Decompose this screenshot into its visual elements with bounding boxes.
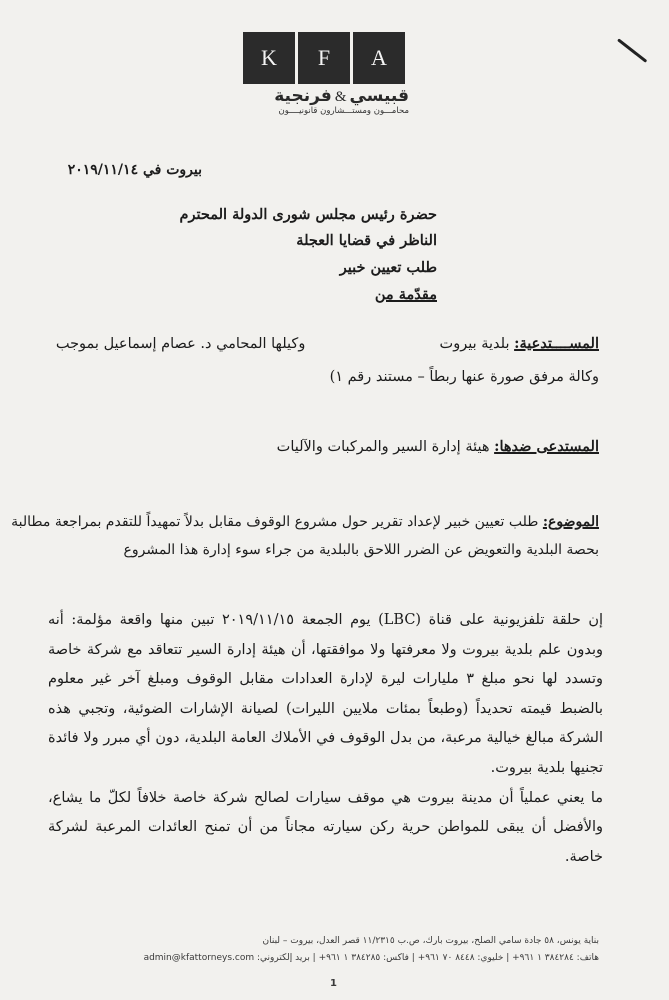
subject-text-1: طلب تعيين خبير لإعداد تقرير حول مشروع الوقوف مقابل بدلاً تمهيداً للتقدم بمراجعة مطالبة (11, 514, 539, 530)
claimant-representation-2: وكالة مرفق صورة عنها ربطاً – مستند رقم ١) (329, 369, 599, 385)
respondent-label: المستدعى ضدها: (494, 438, 599, 455)
logo-letter-a: A (353, 32, 405, 84)
footer-contact-numbers: هاتف: ٣٨٤٢٨٤ ١ ٩٦١+ | خليوي: ٨٤٤٨ ٧٠ ٩٦١+ | فاكس: ٣٨٤٢٨٥ ١ ٩٦١+ | بريد إلكتروني: (256, 953, 599, 963)
body-paragraph-2: ما يعني عملياً أن مدينة بيروت هي موقف سيارات لصالح شركة خاصة خلافاً لكلّ ما يشاع، والأفضل أن يبقى للمواطن حرية ركن سيارته مجاناً من أن تمنح العائدات المرعبة لشركة خاصة. (48, 789, 603, 865)
footer-address: بناية يونس، ٥٨ جادة سامي الصلح، بيروت بارك، ص.ب ١١/٢٣١٥ قصر العدل، بيروت – لبنان (262, 936, 599, 946)
logo-letter-k: K (243, 32, 295, 84)
respondent-line (277, 437, 599, 457)
firm-subtitle: محامـــون ومستـــشارون قانونيــــون (278, 106, 409, 116)
date-line: بيروت في ٢٠١٩/١١/١٤ (67, 162, 202, 178)
subject-label: الموضوع: (542, 514, 599, 530)
addressee-line-4: مقدّمة من (374, 286, 437, 303)
firm-name-part2: فرنجية (274, 86, 332, 106)
logo-letter-boxes (243, 32, 409, 84)
addressee-line-3: طلب تعيين خبير (339, 259, 437, 276)
respondent-name: هيئة إدارة السير والمركبات والآليات (276, 439, 490, 455)
firm-name-part1: قبيسي (349, 86, 409, 106)
subject-line-1 (11, 512, 599, 532)
claimant-name: بلدية بيروت (439, 336, 510, 352)
body-paragraph-1: إن حلقة تلفزيونية على قناة (LBC) يوم الجمعة ٢٠١٩/١١/١٥ تبين منها واقعة مؤلمة: أنه وبدون علم بلدية بيروت ولا معرفتها ولا موافقتها، أن هيئة إدارة السير تتعاقد مع شركة خاصة وتسدد لها نحو مبلغ ٣ مليارات ليرة لإدارة العدادات مقابل الوقوف ومبلغ آخر غير معلوم بالضبط قيمته تحديداً (وطبعاً بمئات ملايين الليرات) لصيانة الإشارات الضوئية، وتجبي هذه الشركة مبالغ خيالية مرعبة، من بدل الوقوف في الأملاك العامة البلدية، دون أي مبرر ولا فائدة تجنيها بلدية بيروت. (48, 612, 603, 776)
claimant-label: المســــتدعية: (514, 335, 599, 352)
addressee-line-2: الناظر في قضايا العجلة (296, 232, 437, 249)
firm-name-ampersand: & (334, 89, 347, 105)
footer-contacts (144, 953, 599, 963)
claimant-representation-1: وكيلها المحامي د. عصام إسماعيل بموجب (55, 336, 306, 352)
subject-line-2: بحصة البلدية والتعويض عن الضرر اللاحق بالبلدية من جراء سوء إدارة هذا المشروع (123, 542, 599, 558)
claimant-line (56, 334, 599, 354)
pen-stroke-mark (617, 38, 647, 63)
letter-body (48, 606, 603, 872)
firm-logo (243, 32, 409, 116)
footer-email: admin@kfattorneys.com (143, 953, 255, 963)
firm-name (243, 86, 409, 106)
logo-letter-f: F (298, 32, 350, 84)
addressee-line-1: حضرة رئيس مجلس شورى الدولة المحترم (179, 206, 437, 223)
page-number: 1 (330, 978, 337, 989)
